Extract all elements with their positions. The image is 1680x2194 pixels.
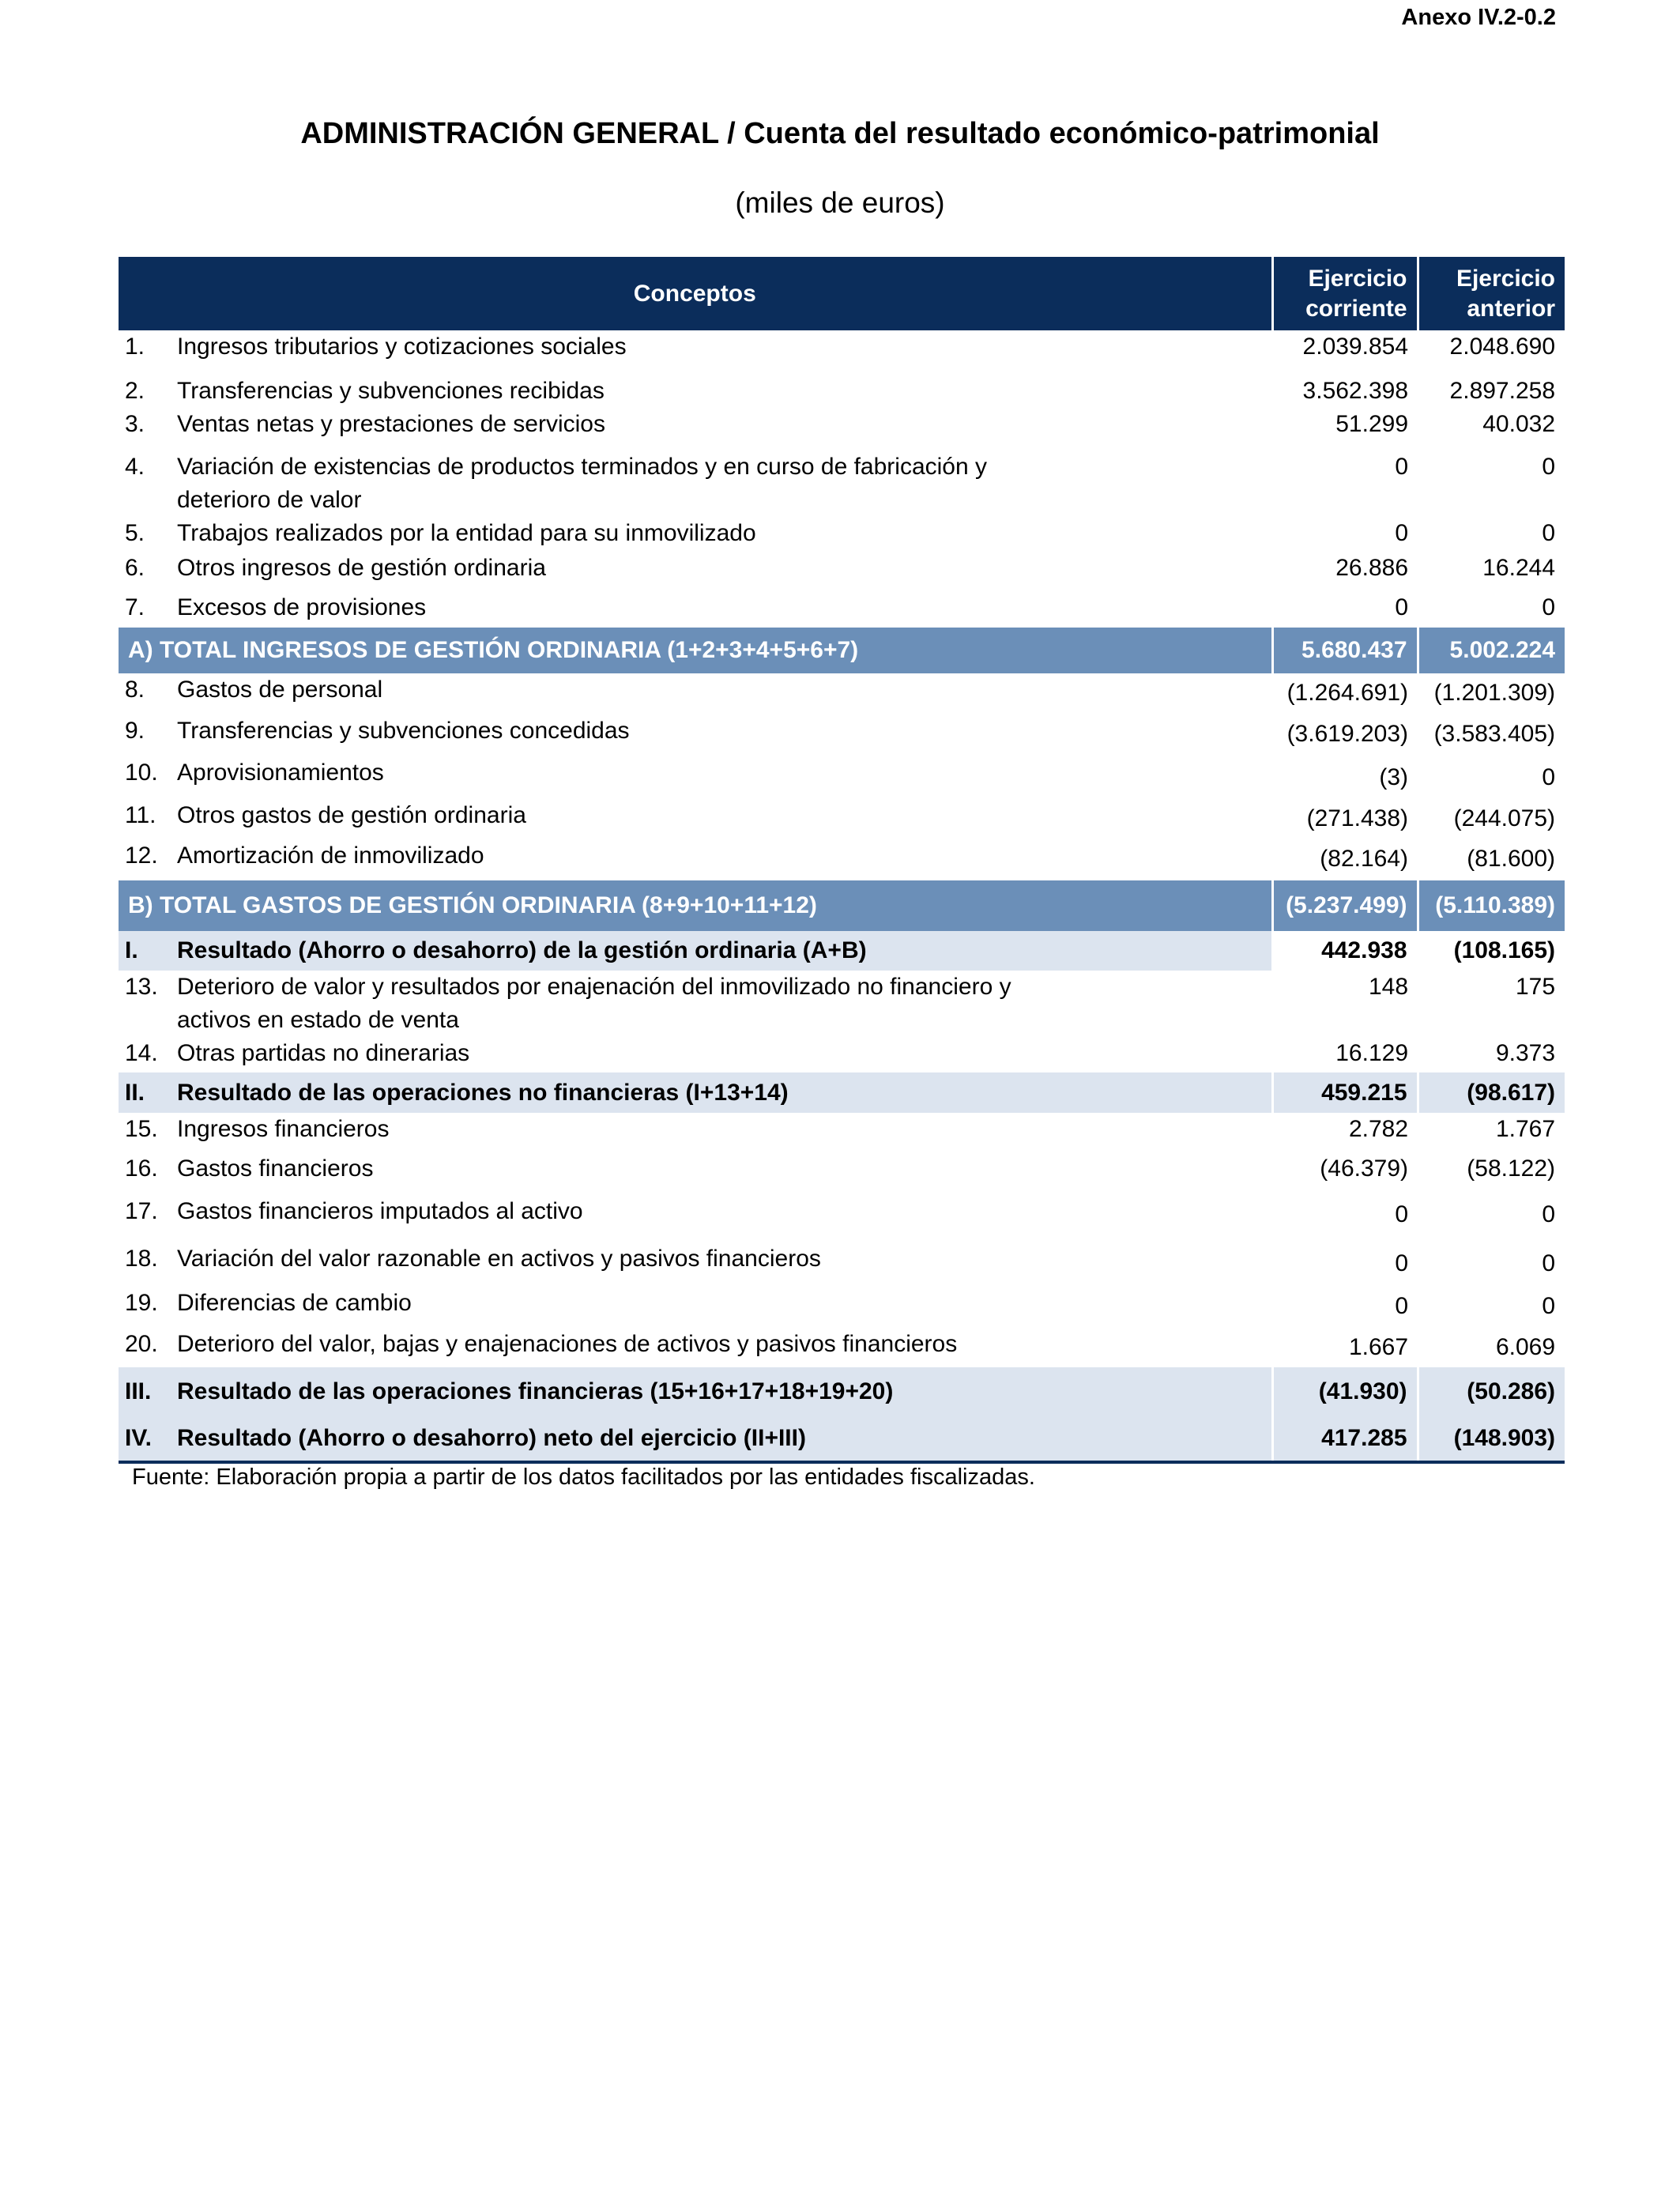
row-previous-value: 0 [1542, 1250, 1556, 1276]
row-label: Gastos de personal [177, 677, 383, 703]
row-current-value: 459.215 [1272, 1072, 1418, 1113]
row-number: 11. [125, 802, 156, 828]
row-number: 18. [125, 1246, 158, 1272]
row-current-value: 0 [1395, 1250, 1409, 1276]
row-label: Deterioro de valor y resultados por enajenación del inmovilizado no financiero y activos en estado de venta [177, 974, 1011, 1033]
table-row [119, 517, 1565, 552]
table-row [119, 839, 1565, 880]
row-number: 1. [125, 334, 145, 360]
table-row [119, 1287, 1565, 1328]
row-current-value: 1.667 [1348, 1334, 1409, 1360]
row-previous-value: (58.122) [1467, 1155, 1556, 1182]
table-row [119, 408, 1565, 450]
row-previous-value: 0 [1542, 454, 1556, 480]
row-label: Resultado de las operaciones financieras (15+16+17+18+19+20) [177, 1367, 1272, 1416]
row-current-value: 0 [1395, 594, 1409, 620]
row-current-value: 0 [1395, 454, 1409, 480]
row-current-value: (271.438) [1306, 805, 1409, 831]
row-number: 5. [125, 520, 145, 546]
row-label: Deterioro del valor, bajas y enajenaciones de activos y pasivos financieros [177, 1331, 958, 1357]
result-row-net [119, 1416, 1565, 1462]
table-row [119, 1113, 1565, 1152]
table-header-row [119, 257, 1565, 330]
total-income-current: 5.680.437 [1272, 628, 1418, 673]
row-label: Transferencias y subvenciones concedidas [177, 718, 630, 744]
row-previous-value: 0 [1542, 594, 1556, 620]
table-row [119, 1037, 1565, 1072]
total-expenses-current: (5.237.499) [1272, 880, 1418, 931]
row-number: III. [119, 1367, 177, 1416]
row-label: Excesos de provisiones [177, 594, 427, 620]
row-label: Otros ingresos de gestión ordinaria [177, 555, 546, 581]
row-number: 14. [125, 1040, 158, 1066]
row-current-value: 442.938 [1272, 931, 1418, 971]
row-current-value: 148 [1368, 974, 1409, 1000]
table-row [119, 330, 1565, 365]
row-number: 19. [125, 1290, 158, 1316]
row-label: Ingresos financieros [177, 1116, 390, 1142]
row-current-value: (82.164) [1320, 846, 1409, 872]
table-row [119, 591, 1565, 628]
total-income-row [119, 628, 1565, 673]
table-row [119, 1152, 1565, 1195]
row-current-value: 0 [1395, 1201, 1409, 1227]
table-row [119, 673, 1565, 714]
row-number: 13. [125, 974, 158, 1000]
row-label: Ventas netas y prestaciones de servicios [177, 411, 605, 437]
total-income-previous: 5.002.224 [1418, 628, 1565, 673]
row-label: Variación del valor razonable en activos y pasivos financieros [177, 1246, 821, 1272]
row-number: 10. [125, 760, 158, 786]
row-label: Ingresos tributarios y cotizaciones sociales [177, 334, 627, 360]
row-previous-value: 9.373 [1495, 1040, 1556, 1066]
row-previous-value: 2.897.258 [1449, 378, 1556, 404]
table-row [119, 450, 1565, 517]
row-current-value: (1.264.691) [1286, 680, 1409, 706]
row-current-value: 26.886 [1335, 555, 1409, 581]
header-previous-year: Ejercicio anterior [1418, 257, 1565, 330]
annex-label: Anexo IV.2-0.2 [1401, 5, 1556, 30]
header-current-year: Ejercicio corriente [1272, 257, 1418, 330]
row-current-value: 16.129 [1335, 1040, 1409, 1066]
table-row [119, 1242, 1565, 1287]
row-number: 7. [125, 594, 145, 620]
table-row [119, 365, 1565, 408]
row-number: 4. [125, 454, 145, 480]
row-previous-value: (50.286) [1418, 1367, 1565, 1416]
total-expenses-previous: (5.110.389) [1418, 880, 1565, 931]
total-expenses-row [119, 880, 1565, 931]
row-label: Amortización de inmovilizado [177, 843, 484, 869]
row-number: 6. [125, 555, 145, 581]
row-previous-value: (108.165) [1418, 931, 1565, 971]
row-number: II. [119, 1072, 177, 1113]
row-previous-value: 0 [1542, 1293, 1556, 1319]
row-previous-value: 1.767 [1495, 1116, 1556, 1142]
total-expenses-label: B) TOTAL GASTOS DE GESTIÓN ORDINARIA (8+9+10+11+12) [119, 880, 1272, 931]
row-number: 8. [125, 677, 145, 703]
row-previous-value: 2.048.690 [1449, 334, 1556, 360]
row-number: IV. [119, 1416, 177, 1462]
table-row [119, 714, 1565, 756]
row-previous-value: (1.201.309) [1433, 680, 1556, 706]
row-current-value: 0 [1395, 1293, 1409, 1319]
row-label: Gastos financieros imputados al activo [177, 1198, 583, 1224]
row-label: Otras partidas no dinerarias [177, 1040, 470, 1066]
result-row-financial [119, 1367, 1565, 1416]
table-row [119, 552, 1565, 591]
row-label: Aprovisionamientos [177, 760, 384, 786]
row-label: Transferencias y subvenciones recibidas [177, 378, 605, 404]
row-current-value: (3) [1379, 764, 1409, 790]
row-current-value: 3.562.398 [1302, 378, 1409, 404]
row-previous-value: 0 [1542, 764, 1556, 790]
table-row [119, 756, 1565, 799]
row-previous-value: (148.903) [1418, 1416, 1565, 1462]
row-previous-value: (98.617) [1418, 1072, 1565, 1113]
row-previous-value: 175 [1515, 974, 1556, 1000]
row-previous-value: (3.583.405) [1433, 721, 1556, 747]
table-row [119, 971, 1565, 1037]
row-number: 2. [125, 378, 145, 404]
row-previous-value: (244.075) [1453, 805, 1556, 831]
row-label: Variación de existencias de productos terminados y en curso de fabricación y deterioro de valor [177, 454, 987, 513]
row-number: 9. [125, 718, 145, 744]
row-current-value: (3.619.203) [1286, 721, 1409, 747]
row-label: Trabajos realizados por la entidad para su inmovilizado [177, 520, 756, 546]
row-number: 16. [125, 1155, 158, 1182]
row-label: Resultado de las operaciones no financieras (I+13+14) [177, 1072, 1272, 1113]
row-number: 15. [125, 1116, 158, 1142]
row-current-value: (41.930) [1272, 1367, 1418, 1416]
row-previous-value: 16.244 [1482, 555, 1556, 581]
row-previous-value: 0 [1542, 520, 1556, 546]
row-label: Diferencias de cambio [177, 1290, 412, 1316]
page-subtitle: (miles de euros) [735, 187, 945, 219]
result-row-non-financial [119, 1072, 1565, 1113]
table-row [119, 1195, 1565, 1242]
row-number: I. [119, 931, 177, 971]
row-current-value: 0 [1395, 520, 1409, 546]
row-label: Resultado (Ahorro o desahorro) de la gestión ordinaria (A+B) [177, 931, 1272, 971]
row-previous-value: 0 [1542, 1201, 1556, 1227]
row-current-value: 2.782 [1348, 1116, 1409, 1142]
row-current-value: (46.379) [1320, 1155, 1409, 1182]
row-number: 3. [125, 411, 145, 437]
results-table [119, 257, 1565, 1464]
total-income-label: A) TOTAL INGRESOS DE GESTIÓN ORDINARIA (1+2+3+4+5+6+7) [119, 628, 1272, 673]
row-number: 20. [125, 1331, 158, 1357]
row-previous-value: 40.032 [1482, 411, 1556, 437]
row-number: 17. [125, 1198, 158, 1224]
row-previous-value: 6.069 [1495, 1334, 1556, 1360]
page-title: ADMINISTRACIÓN GENERAL / Cuenta del resultado económico-patrimonial [300, 117, 1380, 150]
row-number: 12. [125, 843, 158, 869]
source-note: Fuente: Elaboración propia a partir de los datos facilitados por las entidades fiscalizadas. [132, 1465, 1035, 1490]
row-current-value: 417.285 [1272, 1416, 1418, 1462]
row-label: Resultado (Ahorro o desahorro) neto del ejercicio (II+III) [177, 1416, 1272, 1462]
row-current-value: 2.039.854 [1302, 334, 1409, 360]
table-row [119, 1328, 1565, 1367]
row-current-value: 51.299 [1335, 411, 1409, 437]
row-previous-value: (81.600) [1467, 846, 1556, 872]
row-label: Gastos financieros [177, 1155, 374, 1182]
header-concepts: Conceptos [119, 257, 1272, 330]
result-row-ordinary [119, 931, 1565, 971]
table-row [119, 799, 1565, 839]
row-label: Otros gastos de gestión ordinaria [177, 802, 526, 828]
